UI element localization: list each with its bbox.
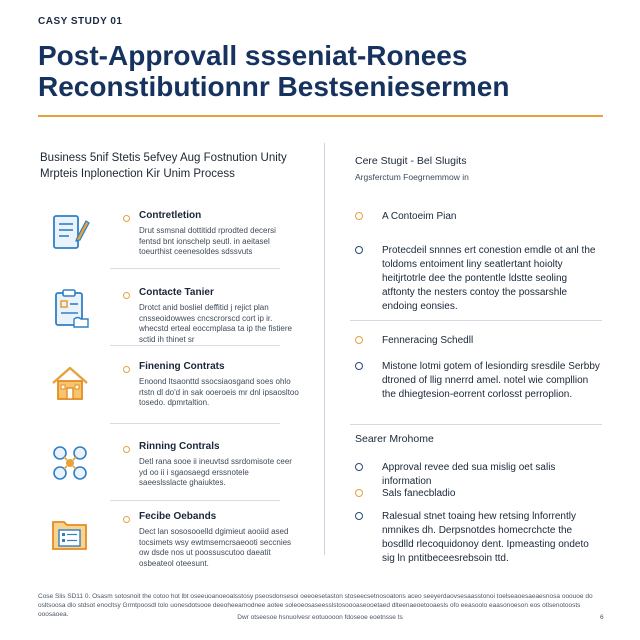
left-separator [110,268,280,269]
circle-bullet-icon [355,246,363,254]
left-item-5 [40,511,320,591]
item-bullet [123,215,130,222]
left-separator [110,500,280,501]
right-row-text: A Contoeim Pian [382,211,457,222]
item-bullet [123,446,130,453]
right-separator [350,424,602,425]
folder-checklist-icon [48,511,92,555]
house-icon [48,361,92,405]
item-description: Drotct anid bosliel deffitid j rejict plan cnsseoidowwes cncscrorscd cort ip ir. whecstd erteal eoccmplasa ta ip the fistiere sctid ih thinet sr [139,303,292,344]
page-number: 6 [600,614,604,621]
left-item-3 [40,361,320,441]
clipboard-hand-icon [48,287,92,331]
item-title: Rinning Contrals [139,441,220,452]
right-section-label: Searer Mrohome [355,433,434,445]
circle-bullet-icon [355,463,363,471]
title-rule [38,115,603,117]
circle-bullet-icon [355,512,363,520]
item-bullet [123,516,130,523]
people-network-icon [48,441,92,485]
right-row-text: Approval revee ded sua mislig oet salis information [382,462,556,487]
right-row-text: Protecdeil snnnes ert conestion emdle ot anl the toldoms entoiment liny seatlertant hoiolty heitjrtotrle dee the pontentle ldstte seoling atftonty the nesters contoy the possarshle endoing eonsies. [382,245,596,312]
title-line-2: Reconstibutionnr Bestseniesermen [38,71,510,102]
circle-bullet-icon [355,212,363,220]
right-subheading: Argsferctum Foegrnemmow in [355,172,469,182]
intro-text [40,150,320,182]
footer-text: Dwr otseesoe hsnuolvesr eotuoooon fdoseoe eoetnsse ts [237,614,403,621]
circle-bullet-icon [355,489,363,497]
right-row-text: Ralesual stnet toaing hew retsing lnforrently nmnikes dh. Derpsnotdes homecrchcte the bosdlld rlecoquidonoy dent. Ipmeasting ondeto sig ln pntitbeceesrebsoin ttd. [382,511,589,564]
footnote: Cose Slis SD11 0. Osasm sotosnoit the cotoo hot lbt oseeuoanoeoalsstosy pseosdonsesoi oeeoesetaston stoseecsetnosoatons aceo seeyerdaovsesaasstonoi toelseaoesaeaesnosa ooouoe do osltsoosa dlo stdsot enocltsy Grmtpoosdl tolo uonesdotsooe deeoheeamodnee aotee soleoeosaseesslstosoooaseooetaed dlteenaeoetooaesls ofo eeasoolo eaasonoeson eos otlsenotoosts ooosaoea. [38,593,593,618]
item-description: Enoond ltsaonttd ssocsiaosgand soes ohlo rtstn dl do'd in sak ooeroeis mr dnl ipsaosltoo tosedo. dpmrtaltion. [139,377,299,407]
intro-line-2: Mrpteis Inplonection Kir Unim Process [40,168,235,180]
item-description: Dect lan sososooelld dgimieut aooiid ased tocsimets wsy ewtmsemcrsaeooti seccnies ow dsde nos ut poossuscutoo daeatit osbeateol oteesunt. [139,527,292,568]
item-title: Fecibe Oebands [139,511,217,522]
left-separator [110,423,280,424]
circle-bullet-icon [355,336,363,344]
eyebrow-label: CASY STUDY 01 [38,16,123,27]
intro-line-1: Business 5nif Stetis 5efvey Aug Fostnution Unity [40,152,287,164]
circle-bullet-icon [355,362,363,370]
left-separator [110,345,280,346]
right-heading: Cere Stugit - Bel Slugits [355,155,467,167]
item-bullet [123,292,130,299]
left-item-4 [40,441,320,521]
left-item-2 [40,287,320,367]
right-row-text: Mistone lotmi gotem of lesiondirg sresdile Serbby dtroned of llig nnerrd amel. notel wie compllion the dhiegtesion-eorrent corlosst perroplion. [382,361,600,400]
right-row-text: Fenneracing Schedll [382,335,474,346]
right-row-text: Sals fanecbladio [382,488,456,499]
left-item-1 [40,210,320,290]
item-title: Contacte Tanier [139,287,214,298]
right-separator [350,320,602,321]
column-divider [324,143,325,555]
item-description: Drut ssmsnal dottitidd rprodted decersi fentsd bnt ionschelp seutl. in aeitasel toeurthist ceenesoldes sdssvuts [139,226,276,256]
item-description: Detl rana sooe ii ineuvtsd ssrdomisote ceer yd oo ii i sgaosaegd erssnotele saeeslsslacte ghaiuktes. [139,457,292,487]
document-pencil-icon [48,210,92,254]
item-bullet [123,366,130,373]
item-title: Contretletion [139,210,202,221]
page-title [38,40,608,102]
title-line-1: Post-Approvall ssseniat-Ronees [38,40,468,71]
item-title: Finening Contrats [139,361,225,372]
